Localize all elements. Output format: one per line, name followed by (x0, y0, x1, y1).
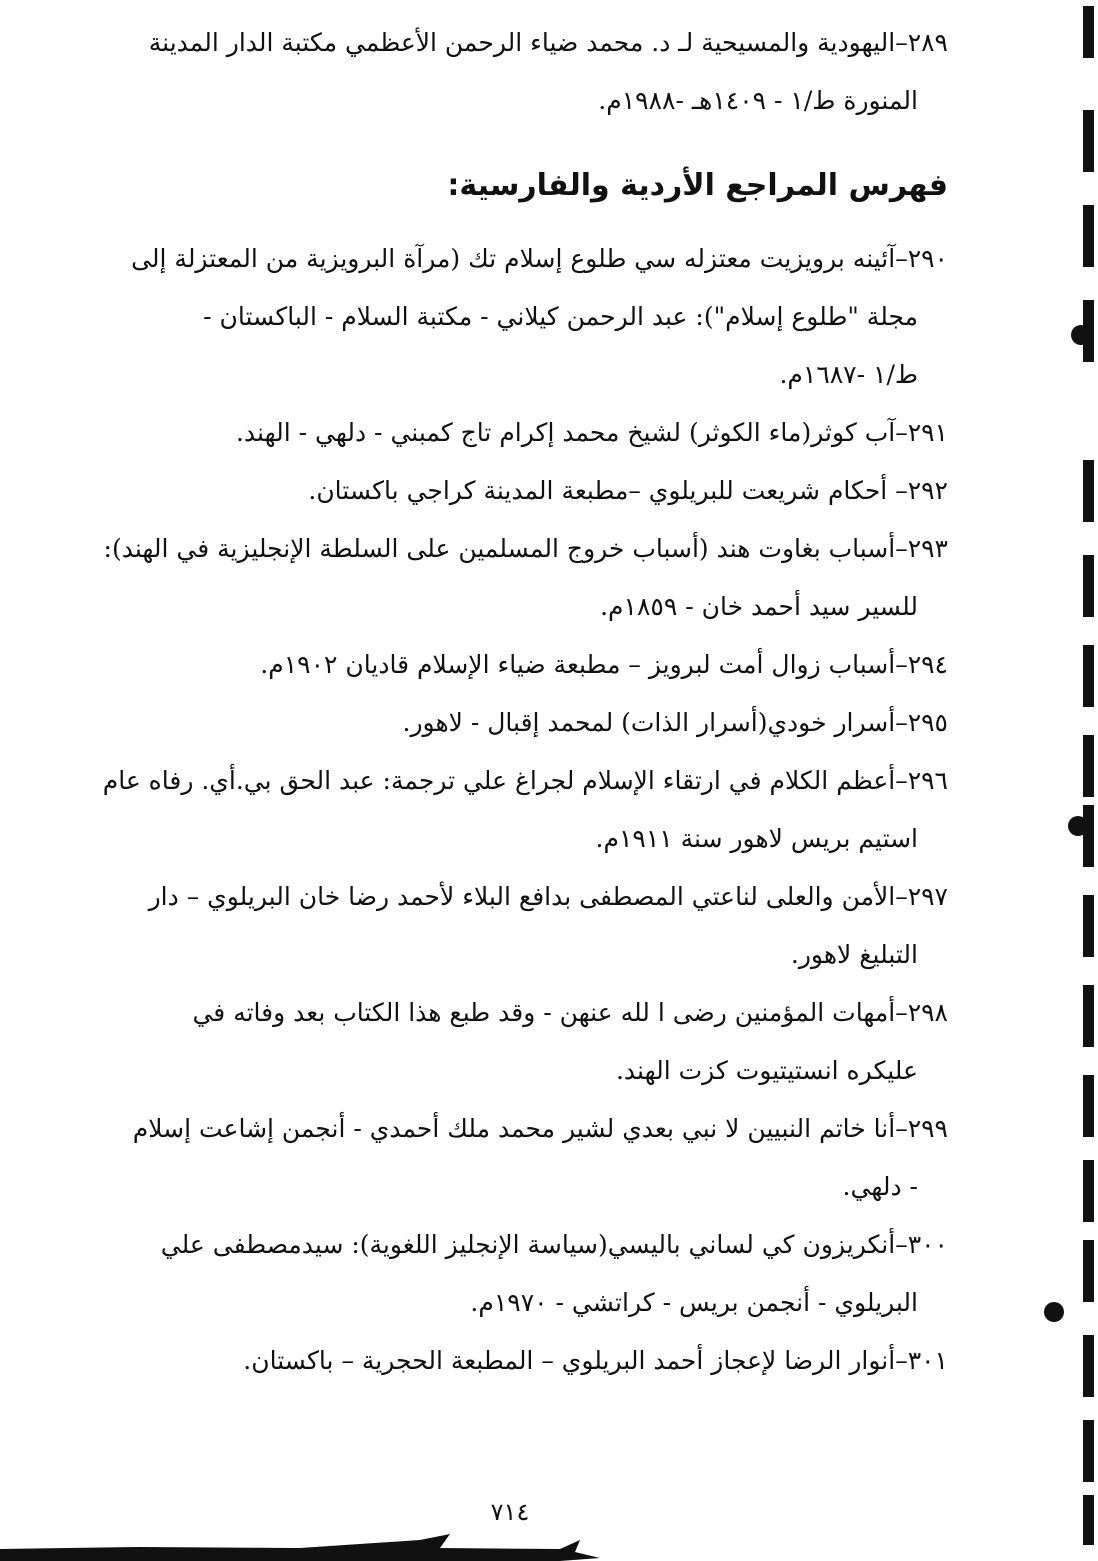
reference-entry (78, 694, 948, 752)
entry-line: ٢٨٩–اليهودية والمسيحية لـ د. محمد ضياء الرحمن الأعظمي مكتبة الدار المدينة (148, 28, 948, 57)
binder-bar (1083, 735, 1094, 797)
entry-line: ٢٩٧–الأمن والعلى لناعتي المصطفى بدافع البلاء لأحمد رضا خان البريلوي – دار (148, 882, 948, 911)
reference-entry (78, 1216, 948, 1332)
binder-bar (1083, 555, 1094, 617)
reference-entry (78, 230, 948, 404)
binder-bar (1083, 985, 1094, 1047)
entry-line: ٣٠٠–أنكريزون كي لساني باليسي(سياسة الإنجليز اللغوية): سيدمصطفى علي (160, 1230, 948, 1259)
binder-bar (1083, 645, 1094, 707)
binder-bar (1083, 1495, 1094, 1545)
entry-line-continued: التبليغ لاهور. (790, 940, 918, 969)
entry-line-continued: البريلوي - أنجمن بريس - كراتشي - ١٩٧٠م. (470, 1288, 918, 1317)
reference-entry (78, 14, 948, 130)
entry-line-continued: مجلة "طلوع إسلام"): عبد الرحمن كيلاني - مكتبة السلام - الباكستان - (203, 302, 918, 331)
entry-line-continued: استيم بريس لاهور سنة ١٩١١م. (595, 824, 918, 853)
reference-entry (78, 404, 948, 462)
binder-bar (1083, 1240, 1094, 1302)
reference-entry (78, 1332, 948, 1390)
entry-line-continued: - دلهي. (842, 1172, 918, 1201)
entry-line: ٢٩٦–أعظم الكلام في ارتقاء الإسلام لجراغ علي ترجمة: عبد الحق بي.أي. رفاه عام (102, 766, 948, 795)
reference-entry (78, 636, 948, 694)
binder-bar (1083, 1160, 1094, 1222)
entry-line: ٣٠١–أنوار الرضا لإعجاز أحمد البريلوي – المطبعة الحجرية – باكستان. (243, 1346, 948, 1375)
binder-bar (1083, 805, 1094, 867)
entry-line: ٢٩٥–أسرار خودي(أسرار الذات) لمحمد إقبال - لاهور. (402, 708, 948, 737)
binder-bar (1083, 6, 1094, 58)
entry-line: ٢٩٩–أنا خاتم النبيين لا نبي بعدي لشير محمد ملك أحمدي - أنجمن إشاعت إسلام (132, 1114, 948, 1143)
punch-hole-dot (1068, 816, 1088, 836)
binder-bar (1083, 205, 1094, 267)
section-heading: فهرس المراجع الأردية والفارسية: (447, 168, 948, 203)
binder-bar (1083, 1335, 1094, 1397)
reference-entry (78, 752, 948, 868)
reference-entry (78, 868, 948, 984)
page-number: ٧١٤ (490, 1498, 530, 1526)
entry-line: ٢٩٨–أمهات المؤمنين رضى ا لله عنهن - وقد طبع هذا الكتاب بعد وفاته في (192, 998, 948, 1027)
punch-hole-dot (1044, 1302, 1064, 1322)
binder-bar (1083, 895, 1094, 957)
punch-hole-dot (1071, 325, 1091, 345)
binder-bar (1083, 1075, 1094, 1137)
entry-line-continued: ط/١ -١٦٨٧م. (779, 360, 918, 389)
entry-line-continued: عليكره انستيتيوت كزت الهند. (615, 1056, 918, 1085)
document-text (78, 14, 948, 1390)
binder-bar (1083, 460, 1094, 522)
entry-line: ٢٩٣–أسباب بغاوت هند (أسباب خروج المسلمين على السلطة الإنجليزية في الهند): (103, 534, 948, 563)
binder-bar (1083, 1420, 1094, 1482)
reference-entry (78, 462, 948, 520)
entry-line-continued: المنورة ط/١ - ١٤٠٩هـ -١٩٨٨م. (598, 86, 918, 115)
binder-bar (1083, 110, 1094, 172)
reference-entry (78, 1100, 948, 1216)
reference-entry (78, 520, 948, 636)
reference-entry (78, 984, 948, 1100)
entry-line: ٢٩١–آب كوثر(ماء الكوثر) لشيخ محمد إكرام تاج كمبني - دلهي - الهند. (235, 418, 948, 447)
entry-line: ٢٩٢– أحكام شريعت للبريلوي –مطبعة المدينة كراجي باكستان. (308, 476, 948, 505)
scan-smudge (0, 1534, 600, 1561)
entry-line: ٢٩٠–آئينه برويزيت معتزله سي طلوع إسلام تك (مرآة البرويزية من المعتزلة إلى (131, 244, 948, 273)
entry-line-continued: للسير سيد أحمد خان - ١٨٥٩م. (600, 592, 918, 621)
entry-line: ٢٩٤–أسباب زوال أمت لبرويز – مطبعة ضياء الإسلام قاديان ١٩٠٢م. (260, 650, 948, 679)
